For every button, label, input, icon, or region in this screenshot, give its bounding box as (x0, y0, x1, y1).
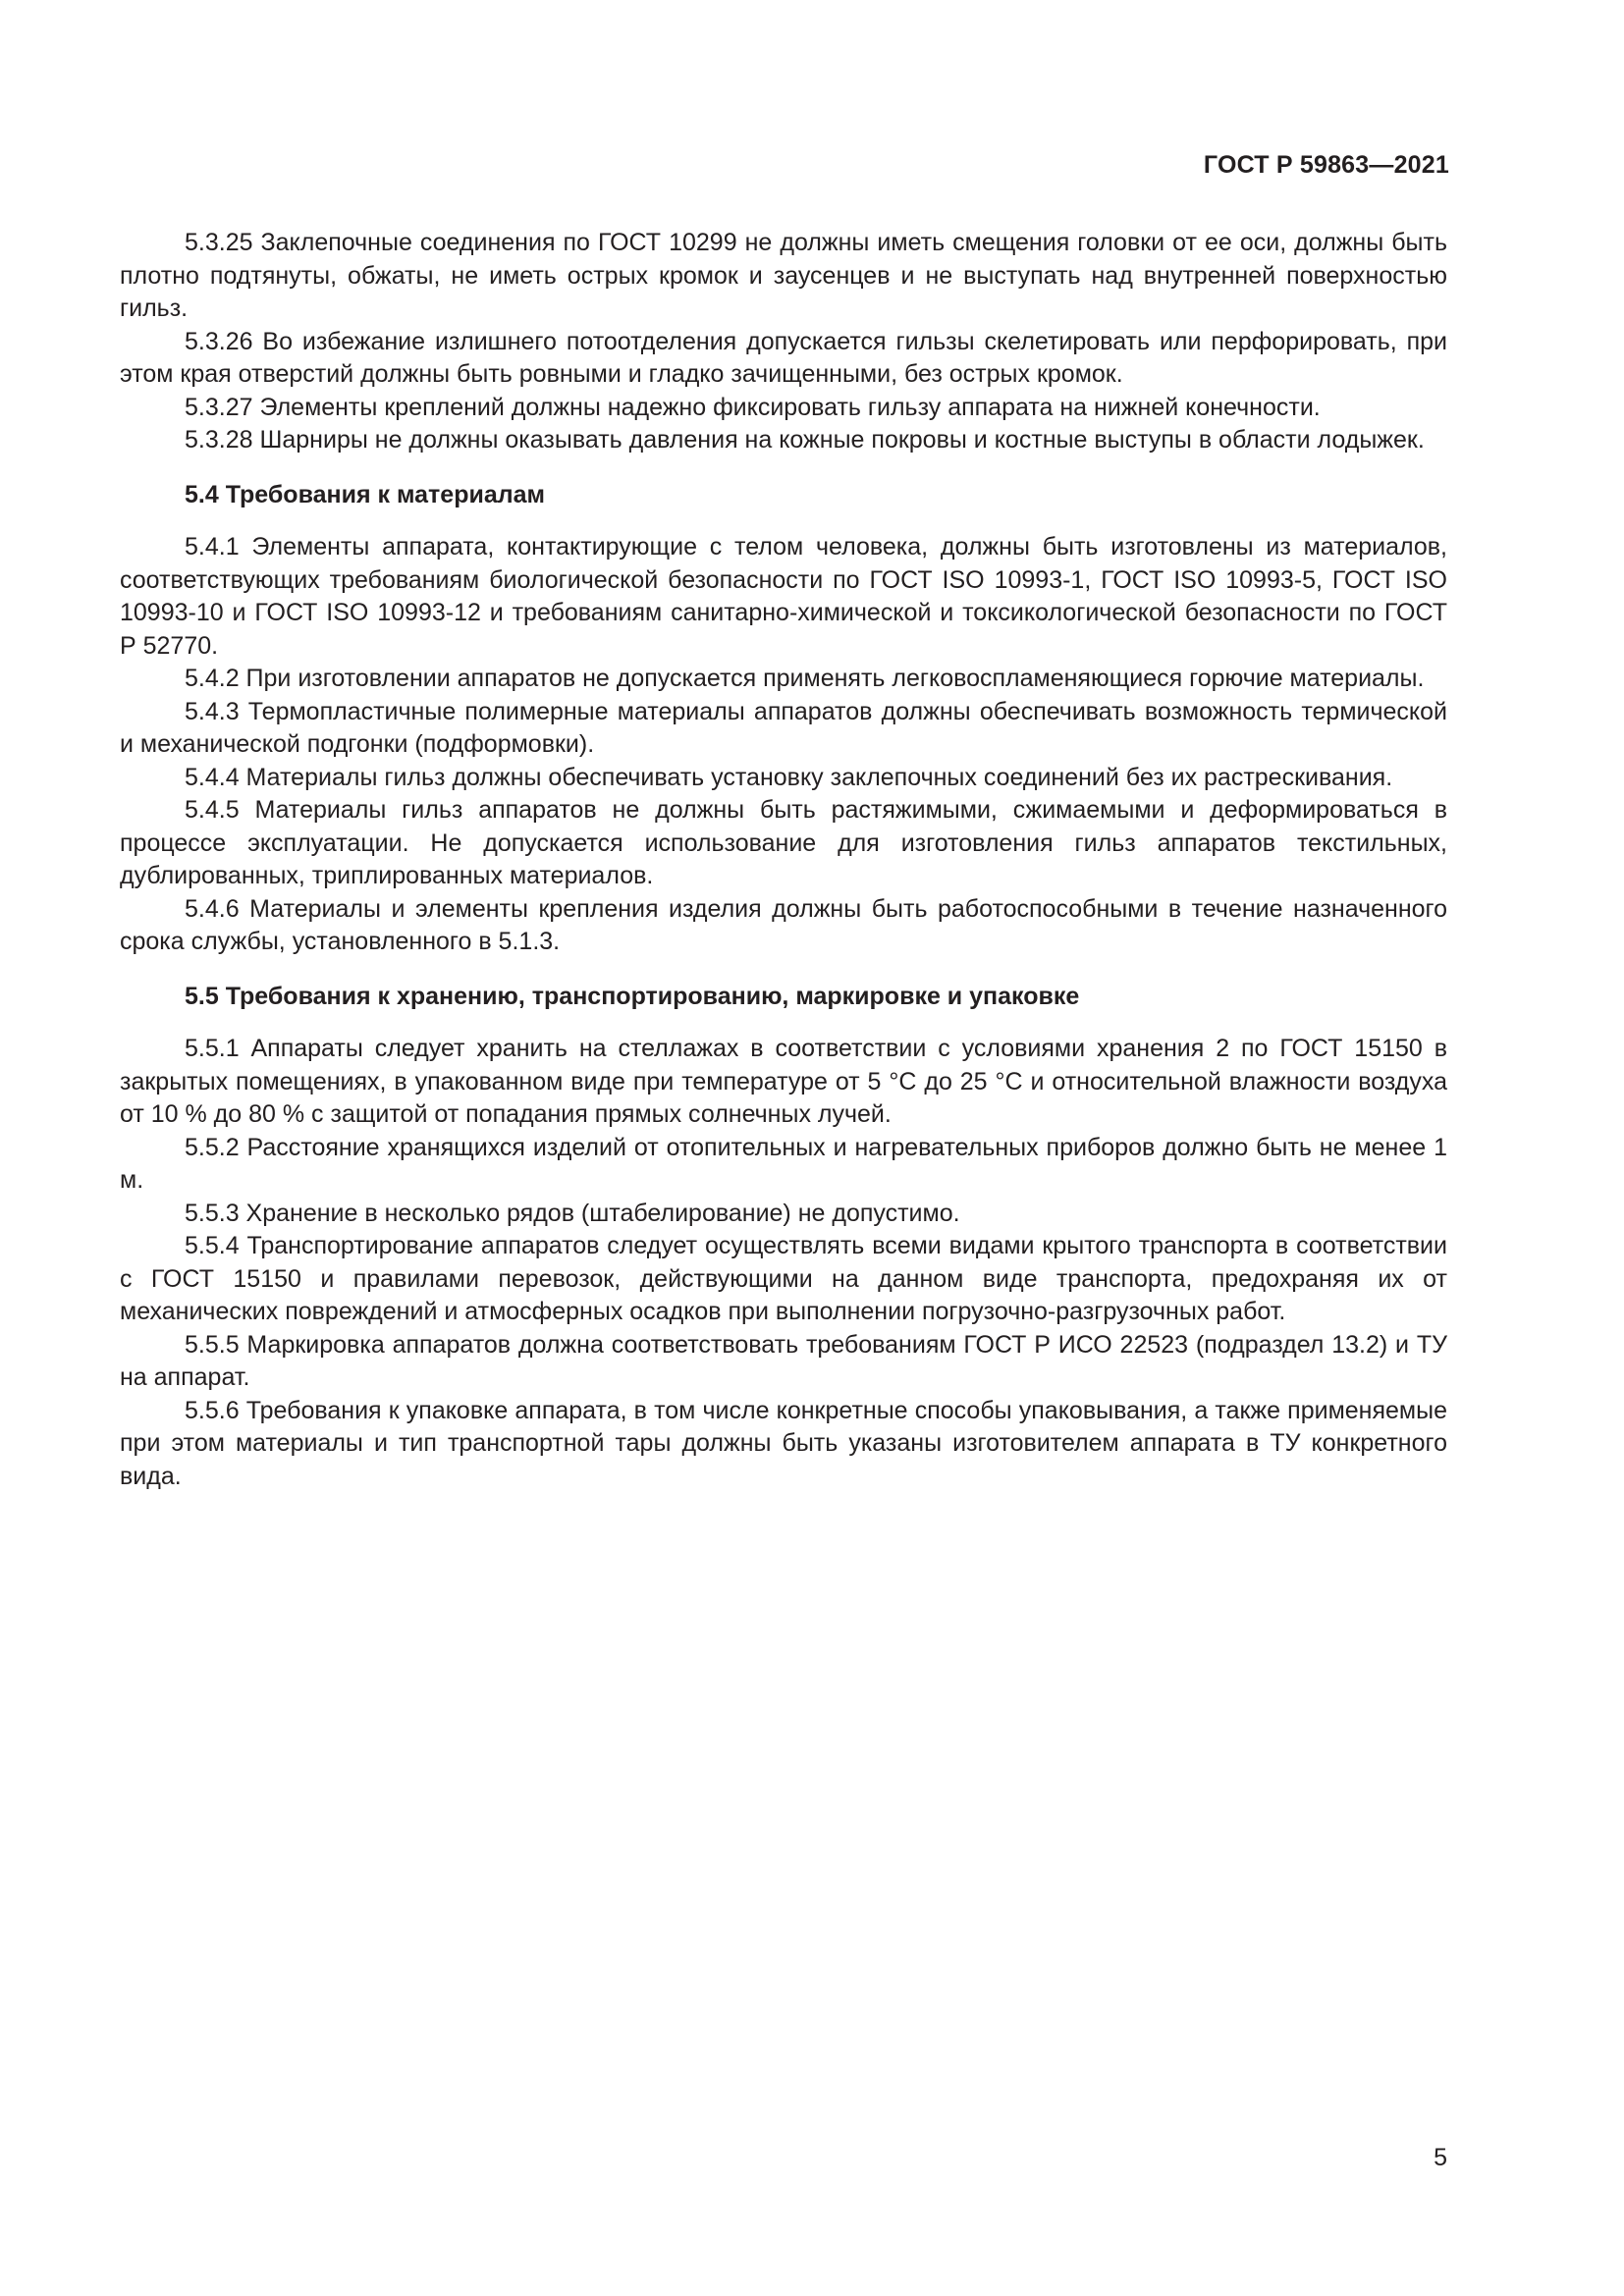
paragraph-5-3-26: 5.3.26 Во избежание излишнего потоотделения допускается гильзы скелетировать или перфорировать, при этом края отверстий должны быть ровными и гладко зачищенными, без острых кромок. (120, 327, 1447, 388)
document-id: ГОСТ Р 59863—2021 (1203, 151, 1449, 179)
paragraph-5-5-6: 5.5.6 Требования к упаковке аппарата, в том числе конкретные способы упаковывания, а также применяемые при этом материалы и тип транспортной тары должны быть указаны изготовителем аппарата в ТУ конкретного вида. (120, 1396, 1447, 1490)
document-body (120, 227, 1447, 1493)
paragraph-5-5-4: 5.5.4 Транспортирование аппаратов следует осуществлять всеми видами крытого транспорта в соответствии с ГОСТ 15150 и правилами перевозок, действующими на данном виде транспорта, предохраняя их от механических повреждений и атмосферных осадков при выполнении погрузочно-разгрузочных работ. (120, 1232, 1447, 1325)
paragraph-5-3-27: 5.3.27 Элементы креплений должны надежно фиксировать гильзу аппарата на нижней конечности. (185, 393, 1321, 421)
document-header (1204, 149, 1449, 181)
paragraph-5-4-4: 5.4.4 Материалы гильз должны обеспечивать установку заклепочных соединений без их растрескивания. (185, 763, 1393, 791)
section-heading-5-4: 5.4 Требования к материалам (185, 480, 546, 508)
page-number: 5 (1434, 2144, 1447, 2171)
paragraph-5-3-28: 5.3.28 Шарниры не должны оказывать давления на кожные покровы и костные выступы в области лодыжек. (185, 426, 1425, 454)
paragraph-5-4-5: 5.4.5 Материалы гильз аппаратов не должны быть растяжимыми, сжимаемыми и деформироваться в процессе эксплуатации. Не допускается использование для изготовления гильз аппаратов текстильных, дублированных, триплированных материалов. (120, 796, 1447, 889)
paragraph-5-5-3: 5.5.3 Хранение в несколько рядов (штабелирование) не допустимо. (185, 1199, 960, 1227)
paragraph-5-3-25: 5.3.25 Заклепочные соединения по ГОСТ 10299 не должны иметь смещения головки от ее оси, должны быть плотно подтянуты, обжаты, не иметь острых кромок и заусенцев и не выступать над внутренней поверхностью гильз. (120, 229, 1447, 322)
paragraph-5-4-2: 5.4.2 При изготовлении аппаратов не допускается применять легковоспламеняющиеся горючие материалы. (185, 665, 1425, 692)
paragraph-5-4-1: 5.4.1 Элементы аппарата, контактирующие с телом человека, должны быть изготовлены из материалов, соответствующих требованиям биологической безопасности по ГОСТ ISO 10993-1, ГОСТ ISO 10993-5, ГОСТ ISO 10993-10 и ГОСТ ISO 10993-12 и требованиям санитарно-химической и токсикологической безопасности по ГОСТ Р 52770. (120, 533, 1447, 660)
paragraph-5-5-2: 5.5.2 Расстояние хранящихся изделий от отопительных и нагревательных приборов должно быть не менее 1 м. (120, 1133, 1447, 1194)
paragraph-5-4-6: 5.4.6 Материалы и элементы крепления изделия должны быть работоспособными в течение назначенного срока службы, установленного в 5.1.3. (120, 894, 1447, 955)
paragraph-5-4-3: 5.4.3 Термопластичные полимерные материалы аппаратов должны обеспечивать возможность термической и механической подгонки (подформовки). (120, 697, 1447, 758)
section-heading-5-5: 5.5 Требования к хранению, транспортированию, маркировке и упаковке (185, 982, 1080, 1010)
paragraph-5-5-5: 5.5.5 Маркировка аппаратов должна соответствовать требованиям ГОСТ Р ИСО 22523 (подраздел 13.2) и ТУ на аппарат. (120, 1330, 1447, 1391)
paragraph-5-5-1: 5.5.1 Аппараты следует хранить на стеллажах в соответствии с условиями хранения 2 по ГОСТ 15150 в закрытых помещениях, в упакованном виде при температуре от 5 °С до 25 °С и относительной влажности воздуха от 10 % до 80 % с защитой от попадания прямых солнечных лучей. (120, 1035, 1447, 1128)
